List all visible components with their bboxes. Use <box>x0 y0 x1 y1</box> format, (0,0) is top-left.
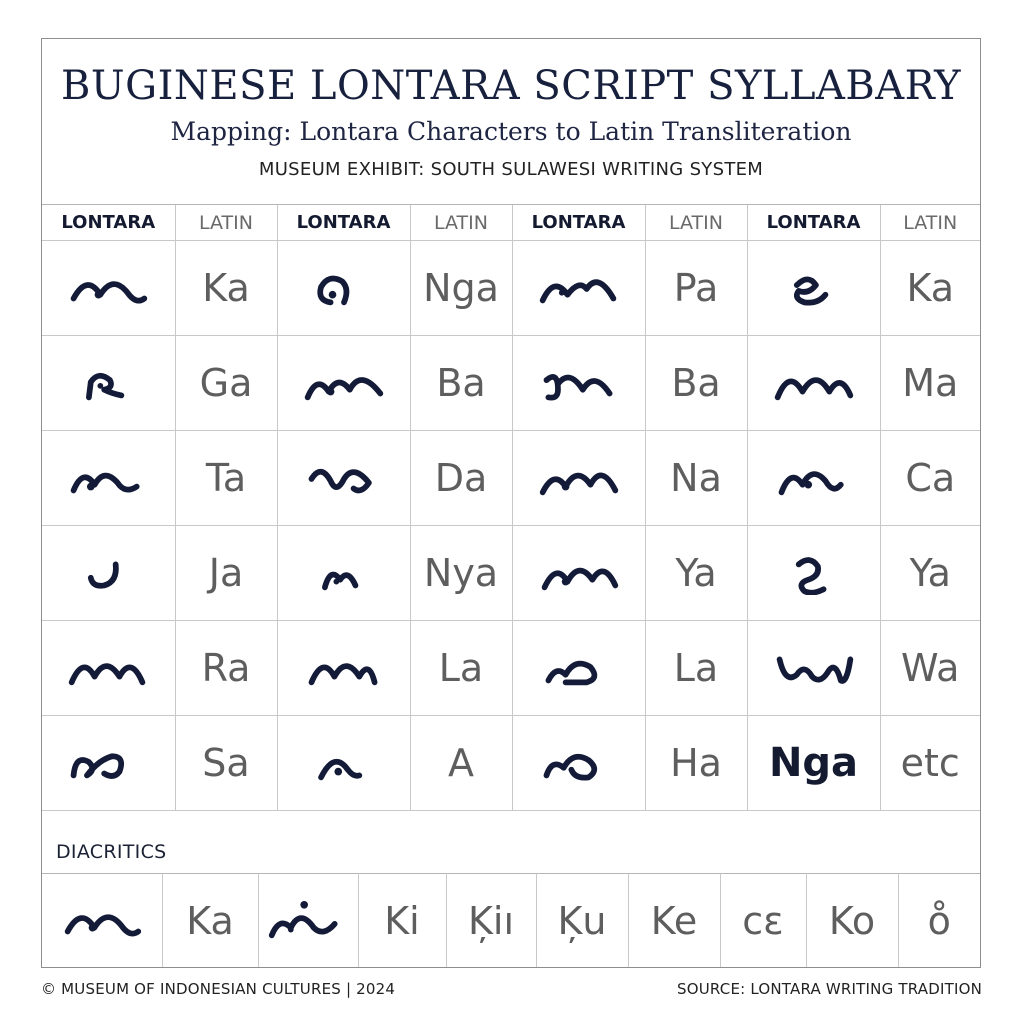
latin-transliteration: Ka <box>202 266 250 310</box>
latin-cell <box>410 431 512 526</box>
exhibit-label: MUSEUM EXHIBIT: SOUTH SULAWESI WRITING SYSTEM <box>258 159 764 180</box>
diacritic-transliteration: Ke <box>650 898 698 943</box>
latin-transliteration: Ba <box>436 361 486 405</box>
latin-cell <box>880 621 980 716</box>
column-header-latin: LATIN <box>175 205 277 241</box>
diacritic-latin-cell <box>162 874 258 968</box>
latin-cell <box>880 716 980 811</box>
lontara-glyph-curl <box>748 266 880 310</box>
lontara-glyph-cell <box>42 716 175 811</box>
diacritic-transliteration: o̊ <box>927 898 951 943</box>
diacritic-transliteration: Ķiı <box>467 898 515 943</box>
lontara-glyph-wave-dot-c <box>42 456 175 500</box>
diacritic-glyph-cell <box>42 874 162 968</box>
latin-cell <box>645 336 747 431</box>
table-row <box>42 336 980 431</box>
lontara-glyph-cell <box>42 336 175 431</box>
lontara-glyph-loop-h <box>513 741 645 785</box>
latin-cell <box>747 716 880 811</box>
lontara-glyph-hook-j <box>42 551 175 595</box>
diacritic-transliteration: cɛ <box>742 898 784 943</box>
latin-transliteration: Ma <box>902 361 959 405</box>
lontara-glyph-hook-r <box>42 361 175 405</box>
column-header-lontara: LONTARA <box>42 205 175 241</box>
lontara-glyph-cell <box>512 431 645 526</box>
lontara-glyph-cell <box>277 716 410 811</box>
diacritic-transliteration: Ķu <box>557 898 607 943</box>
latin-transliteration: etc <box>900 741 960 785</box>
lontara-glyph-cell <box>747 526 880 621</box>
lontara-glyph-cell <box>42 241 175 336</box>
latin-transliteration: Ca <box>905 456 956 500</box>
latin-cell <box>410 621 512 716</box>
lontara-glyph-wave-ring <box>259 898 358 944</box>
latin-cell <box>645 526 747 621</box>
table-row <box>42 716 980 811</box>
table-row <box>42 241 980 336</box>
latin-transliteration: Ha <box>670 741 722 785</box>
latin-transliteration: Nga <box>423 266 499 310</box>
latin-transliteration: Sa <box>202 741 250 785</box>
lontara-glyph-loop-o <box>513 646 645 690</box>
lontara-glyph-caret-dot <box>278 741 410 785</box>
latin-transliteration: Wa <box>901 646 960 690</box>
latin-cell <box>880 241 980 336</box>
latin-cell <box>645 431 747 526</box>
latin-cell <box>175 241 277 336</box>
page-subtitle: Mapping: Lontara Characters to Latin Transliteration <box>170 117 852 146</box>
latin-transliteration: Ja <box>208 551 244 595</box>
table-row <box>42 431 980 526</box>
diacritic-latin-cell <box>628 874 720 968</box>
latin-transliteration: Ya <box>675 551 717 595</box>
footer-copyright: © MUSEUM OF INDONESIAN CULTURES | 2024 <box>41 980 396 998</box>
lontara-glyph-cell <box>42 431 175 526</box>
latin-cell <box>410 241 512 336</box>
latin-transliteration: Ga <box>199 361 253 405</box>
lontara-glyph-cell <box>747 241 880 336</box>
lontara-glyph-wave-double <box>513 266 645 310</box>
lontara-glyph-wave-dot-f <box>513 551 645 595</box>
lontara-glyph-arches-c <box>278 646 410 690</box>
diacritic-glyph-cell <box>258 874 358 968</box>
header <box>42 39 980 205</box>
lontara-glyph-cell <box>277 621 410 716</box>
latin-cell <box>175 621 277 716</box>
latin-transliteration: Pa <box>673 266 719 310</box>
diacritic-latin-cell <box>536 874 628 968</box>
latin-cell <box>175 336 277 431</box>
diacritic-latin-cell <box>358 874 446 968</box>
latin-cell <box>175 716 277 811</box>
lontara-glyph-small-wave <box>278 551 410 595</box>
latin-cell <box>410 526 512 621</box>
latin-transliteration: La <box>438 646 484 690</box>
lontara-glyph-cell <box>512 716 645 811</box>
lontara-glyph-cell <box>42 621 175 716</box>
latin-transliteration: Ya <box>909 551 951 595</box>
latin-transliteration: Ba <box>671 361 721 405</box>
lontara-glyph-cell <box>277 431 410 526</box>
lontara-glyph-cell <box>277 336 410 431</box>
latin-transliteration: Ra <box>201 646 251 690</box>
latin-cell <box>410 336 512 431</box>
latin-cell <box>645 241 747 336</box>
lontara-glyph-cell <box>512 241 645 336</box>
lontara-glyph-w-shape <box>748 646 880 690</box>
lontara-glyph-cell <box>277 526 410 621</box>
diacritic-latin-cell <box>898 874 980 968</box>
column-header-lontara: LONTARA <box>277 205 410 241</box>
diacritic-transliteration: Ko <box>828 898 876 943</box>
lontara-glyph-cell <box>512 336 645 431</box>
syllabary-frame <box>41 38 981 968</box>
latin-cell <box>645 621 747 716</box>
syllabary-table <box>42 205 980 811</box>
page-title: BUGINESE LONTARA SCRIPT SYLLABARY <box>61 63 961 109</box>
lontara-glyph-cell <box>747 336 880 431</box>
latin-transliteration: Na <box>670 456 722 500</box>
lontara-glyph-arches-b <box>42 646 175 690</box>
column-header-latin: LATIN <box>880 205 980 241</box>
latin-transliteration: Da <box>434 456 488 500</box>
diacritics-label: DIACRITICS <box>56 841 167 863</box>
latin-cell <box>175 431 277 526</box>
footer-source: SOURCE: LONTARA WRITING TRADITION <box>676 980 982 998</box>
column-header-lontara: LONTARA <box>747 205 880 241</box>
lontara-glyph-cell <box>747 621 880 716</box>
lontara-glyph-cell <box>512 621 645 716</box>
lontara-glyph-wave-dot-e <box>748 456 880 500</box>
lontara-glyph-wave-bar <box>513 361 645 405</box>
latin-cell <box>175 526 277 621</box>
lontara-glyph-loop-a <box>278 266 410 310</box>
table-row <box>42 526 980 621</box>
lontara-glyph-cell <box>277 241 410 336</box>
lontara-glyph-loop-wave <box>278 456 410 500</box>
table-header-row <box>42 205 980 241</box>
column-header-latin: LATIN <box>645 205 747 241</box>
lontara-glyph-arches <box>748 361 880 405</box>
table-row <box>42 621 980 716</box>
lontara-glyph-loop-s <box>42 741 175 785</box>
diacritic-latin-cell <box>720 874 806 968</box>
lontara-glyph-wave-dot-a <box>42 266 175 310</box>
column-header-lontara: LONTARA <box>512 205 645 241</box>
lontara-glyph-wave-dot-b <box>278 361 410 405</box>
latin-transliteration: Ka <box>906 266 955 310</box>
latin-cell <box>645 716 747 811</box>
latin-cell <box>880 526 980 621</box>
lontara-glyph-loop-2 <box>748 551 880 595</box>
latin-transliteration: Nga <box>768 740 859 786</box>
diacritic-latin-cell <box>446 874 536 968</box>
latin-transliteration: Nya <box>423 551 499 595</box>
lontara-glyph-cell <box>747 431 880 526</box>
diacritics-table <box>42 873 980 967</box>
latin-transliteration: A <box>448 741 474 785</box>
column-header-latin: LATIN <box>410 205 512 241</box>
table-body <box>42 241 980 811</box>
lontara-glyph-cell <box>42 526 175 621</box>
lontara-glyph-wave-dot-a <box>42 898 162 944</box>
diacritic-transliteration: Ka <box>186 898 234 943</box>
latin-cell <box>880 431 980 526</box>
diacritic-transliteration: Ki <box>384 898 420 943</box>
lontara-glyph-wave-dot-d <box>513 456 645 500</box>
latin-transliteration: Ta <box>205 456 247 500</box>
diacritic-latin-cell <box>806 874 898 968</box>
latin-cell <box>880 336 980 431</box>
lontara-glyph-cell <box>512 526 645 621</box>
latin-cell <box>410 716 512 811</box>
diacritics-row <box>42 874 980 968</box>
latin-transliteration: La <box>673 646 719 690</box>
